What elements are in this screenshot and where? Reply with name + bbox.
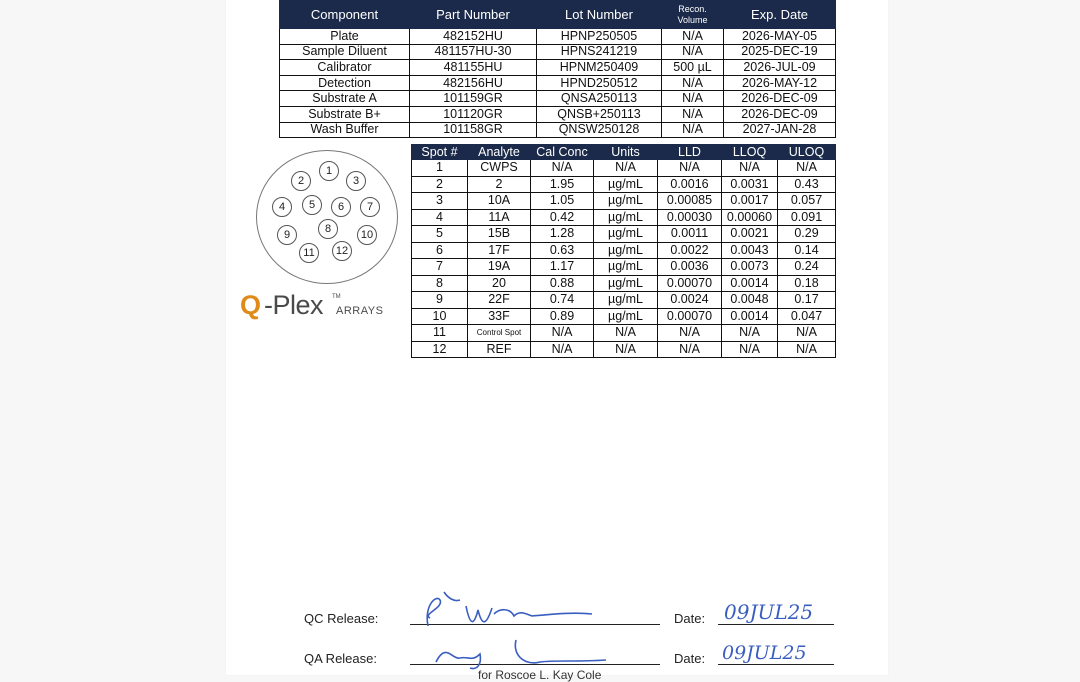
- header-uloq: ULOQ: [778, 145, 836, 160]
- cell-component: Substrate B+: [280, 106, 410, 122]
- cell-spot: 2: [412, 176, 468, 193]
- spot-row: [412, 193, 836, 210]
- cell-exp-date: 2026-JUL-09: [724, 60, 836, 76]
- well-spot: 8: [318, 219, 338, 239]
- component-row: [280, 122, 836, 138]
- cell-uloq: 0.29: [778, 226, 836, 243]
- well-spot: 4: [272, 197, 292, 217]
- cell-exp-date: 2026-DEC-09: [724, 106, 836, 122]
- document-page: [226, 0, 888, 682]
- cell-lld: 0.0016: [658, 176, 722, 193]
- qc-date-label: Date:: [674, 611, 706, 626]
- cell-lld: 0.00085: [658, 193, 722, 210]
- cell-lloq: 0.0073: [722, 259, 778, 276]
- cell-part-number: 481155HU: [410, 60, 537, 76]
- spot-row: [412, 275, 836, 292]
- header-lloq: LLOQ: [722, 145, 778, 160]
- spot-body: [412, 160, 836, 358]
- cell-uloq: 0.091: [778, 209, 836, 226]
- cell-lloq: 0.0043: [722, 242, 778, 259]
- cell-lot-number: QNSW250128: [537, 122, 662, 138]
- cell-spot: 6: [412, 242, 468, 259]
- cell-lld: 0.00030: [658, 209, 722, 226]
- header-units: Units: [594, 145, 658, 160]
- cell-component: Calibrator: [280, 60, 410, 76]
- cell-lld: 0.0022: [658, 242, 722, 259]
- qa-release-label: QA Release:: [304, 651, 377, 666]
- header-spot: Spot #: [412, 145, 468, 160]
- cell-units: N/A: [594, 325, 658, 342]
- cell-units: µg/mL: [594, 176, 658, 193]
- cell-lloq: 0.0017: [722, 193, 778, 210]
- cell-exp-date: 2025-DEC-19: [724, 44, 836, 60]
- cell-cal-conc: 0.74: [531, 292, 594, 309]
- header-exp-date: Exp. Date: [724, 1, 836, 29]
- cell-part-number: 101159GR: [410, 91, 537, 107]
- component-row: [280, 106, 836, 122]
- cell-uloq: 0.43: [778, 176, 836, 193]
- cell-analyte: 10A: [468, 193, 531, 210]
- cell-units: µg/mL: [594, 193, 658, 210]
- cell-lot-number: QNSB+250113: [537, 106, 662, 122]
- qc-date-line: [718, 624, 834, 625]
- cell-spot: 3: [412, 193, 468, 210]
- cell-exp-date: 2026-MAY-05: [724, 29, 836, 45]
- cell-cal-conc: N/A: [531, 325, 594, 342]
- well-spot: 12: [332, 241, 352, 261]
- component-row: [280, 60, 836, 76]
- cell-cal-conc: 0.63: [531, 242, 594, 259]
- cell-analyte: 22F: [468, 292, 531, 309]
- cell-part-number: 101120GR: [410, 106, 537, 122]
- qa-date-line: [718, 664, 834, 665]
- logo-tm: TM: [332, 294, 341, 300]
- cell-spot: 11: [412, 325, 468, 342]
- cell-lld: N/A: [658, 341, 722, 358]
- header-analyte: Analyte: [468, 145, 531, 160]
- cell-spot: 5: [412, 226, 468, 243]
- spot-table: [411, 144, 836, 358]
- header-lld: LLD: [658, 145, 722, 160]
- spot-row: [412, 176, 836, 193]
- spot-row: [412, 292, 836, 309]
- well-spot: 7: [360, 197, 380, 217]
- cell-recon-volume: N/A: [662, 75, 724, 91]
- well-spot: 11: [299, 243, 319, 263]
- cell-analyte: 2: [468, 176, 531, 193]
- qa-signature: [416, 632, 616, 672]
- spot-row: [412, 160, 836, 177]
- cell-spot: 8: [412, 275, 468, 292]
- header-lot-number: Lot Number: [537, 1, 662, 29]
- cell-analyte: 17F: [468, 242, 531, 259]
- cell-component: Sample Diluent: [280, 44, 410, 60]
- cell-lld: 0.0011: [658, 226, 722, 243]
- well-diagram: [256, 150, 398, 284]
- cell-part-number: 482152HU: [410, 29, 537, 45]
- cell-uloq: N/A: [778, 341, 836, 358]
- cell-uloq: 0.057: [778, 193, 836, 210]
- component-row: [280, 29, 836, 45]
- cell-part-number: 482156HU: [410, 75, 537, 91]
- components-table: [279, 0, 836, 138]
- cell-recon-volume: 500 µL: [662, 60, 724, 76]
- cell-part-number: 101158GR: [410, 122, 537, 138]
- cell-uloq: 0.047: [778, 308, 836, 325]
- header-component: Component: [280, 1, 410, 29]
- cell-lloq: N/A: [722, 160, 778, 177]
- well-spot: 5: [302, 195, 322, 215]
- cell-cal-conc: 1.17: [531, 259, 594, 276]
- cell-component: Plate: [280, 29, 410, 45]
- cell-lld: N/A: [658, 160, 722, 177]
- cell-spot: 4: [412, 209, 468, 226]
- cell-cal-conc: 1.95: [531, 176, 594, 193]
- cell-exp-date: 2027-JAN-28: [724, 122, 836, 138]
- cell-analyte: CWPS: [468, 160, 531, 177]
- cell-analyte: 15B: [468, 226, 531, 243]
- cell-component: Detection: [280, 75, 410, 91]
- cell-units: µg/mL: [594, 259, 658, 276]
- well-spot: 1: [319, 161, 339, 181]
- header-recon-volume: Recon. Volume: [662, 1, 724, 29]
- cell-recon-volume: N/A: [662, 122, 724, 138]
- header-part-number: Part Number: [410, 1, 537, 29]
- cell-cal-conc: N/A: [531, 160, 594, 177]
- spot-row: [412, 209, 836, 226]
- spot-row: [412, 341, 836, 358]
- spot-header-row: [412, 145, 836, 160]
- cell-uloq: N/A: [778, 325, 836, 342]
- cell-uloq: 0.14: [778, 242, 836, 259]
- cell-analyte: Control Spot: [468, 325, 531, 342]
- well-spot: 9: [277, 225, 297, 245]
- components-header-row: [280, 1, 836, 29]
- cell-analyte: 33F: [468, 308, 531, 325]
- cell-cal-conc: 0.88: [531, 275, 594, 292]
- cell-lld: 0.00070: [658, 275, 722, 292]
- cell-uloq: 0.17: [778, 292, 836, 309]
- cell-lloq: 0.0048: [722, 292, 778, 309]
- cell-units: µg/mL: [594, 275, 658, 292]
- cell-cal-conc: 0.42: [531, 209, 594, 226]
- cell-cal-conc: N/A: [531, 341, 594, 358]
- spot-row: [412, 308, 836, 325]
- cell-units: µg/mL: [594, 209, 658, 226]
- cell-units: µg/mL: [594, 226, 658, 243]
- cell-cal-conc: 1.05: [531, 193, 594, 210]
- logo-plex: -Plex: [264, 290, 324, 320]
- cell-lld: 0.00070: [658, 308, 722, 325]
- cell-lot-number: HPNS241219: [537, 44, 662, 60]
- cell-units: µg/mL: [594, 292, 658, 309]
- cell-spot: 1: [412, 160, 468, 177]
- cell-cal-conc: 0.89: [531, 308, 594, 325]
- component-row: [280, 44, 836, 60]
- cell-lld: 0.0036: [658, 259, 722, 276]
- qc-date-value: 09JUL25: [724, 600, 814, 624]
- cell-lloq: 0.0031: [722, 176, 778, 193]
- cell-exp-date: 2026-DEC-09: [724, 91, 836, 107]
- cell-component: Substrate A: [280, 91, 410, 107]
- cell-lloq: N/A: [722, 341, 778, 358]
- component-row: [280, 75, 836, 91]
- cell-recon-volume: N/A: [662, 29, 724, 45]
- logo-arrays: ARRAYS: [336, 305, 384, 317]
- cell-lot-number: QNSA250113: [537, 91, 662, 107]
- cell-lot-number: HPNM250409: [537, 60, 662, 76]
- component-row: [280, 91, 836, 107]
- cell-exp-date: 2026-MAY-12: [724, 75, 836, 91]
- cell-spot: 10: [412, 308, 468, 325]
- well-spot: 3: [346, 171, 366, 191]
- cell-lloq: N/A: [722, 325, 778, 342]
- cell-recon-volume: N/A: [662, 44, 724, 60]
- cell-analyte: 11A: [468, 209, 531, 226]
- qc-release-label: QC Release:: [304, 611, 379, 626]
- logo-q: Q: [240, 290, 261, 320]
- well-spot: 6: [331, 197, 351, 217]
- cell-spot: 9: [412, 292, 468, 309]
- cell-component: Wash Buffer: [280, 122, 410, 138]
- cell-lloq: 0.0014: [722, 275, 778, 292]
- cell-lloq: 0.0021: [722, 226, 778, 243]
- spot-row: [412, 226, 836, 243]
- well-spot: 10: [357, 225, 377, 245]
- well-spot: 2: [291, 171, 311, 191]
- cell-analyte: REF: [468, 341, 531, 358]
- cell-uloq: N/A: [778, 160, 836, 177]
- qc-signature: [414, 586, 614, 634]
- q-plex-logo: [240, 290, 400, 330]
- cell-recon-volume: N/A: [662, 91, 724, 107]
- cell-units: N/A: [594, 160, 658, 177]
- cell-analyte: 20: [468, 275, 531, 292]
- spot-row: [412, 325, 836, 342]
- cell-spot: 7: [412, 259, 468, 276]
- cell-uloq: 0.24: [778, 259, 836, 276]
- cell-spot: 12: [412, 341, 468, 358]
- components-body: [280, 29, 836, 138]
- cell-units: N/A: [594, 341, 658, 358]
- cell-lld: N/A: [658, 325, 722, 342]
- cell-uloq: 0.18: [778, 275, 836, 292]
- qa-date-value: 09JUL25: [722, 642, 807, 664]
- cell-lot-number: HPNP250505: [537, 29, 662, 45]
- cell-lloq: 0.0014: [722, 308, 778, 325]
- header-cal-conc: Cal Conc: [531, 145, 594, 160]
- cell-analyte: 19A: [468, 259, 531, 276]
- cell-lld: 0.0024: [658, 292, 722, 309]
- cell-units: µg/mL: [594, 308, 658, 325]
- spot-row: [412, 259, 836, 276]
- cell-units: µg/mL: [594, 242, 658, 259]
- cell-part-number: 481157HU-30: [410, 44, 537, 60]
- cell-lot-number: HPND250512: [537, 75, 662, 91]
- cell-recon-volume: N/A: [662, 106, 724, 122]
- qa-date-label: Date:: [674, 651, 706, 666]
- footer-partial-text: for Roscoe L. Kay Cole: [478, 668, 602, 682]
- cell-cal-conc: 1.28: [531, 226, 594, 243]
- spot-row: [412, 242, 836, 259]
- cell-lloq: 0.00060: [722, 209, 778, 226]
